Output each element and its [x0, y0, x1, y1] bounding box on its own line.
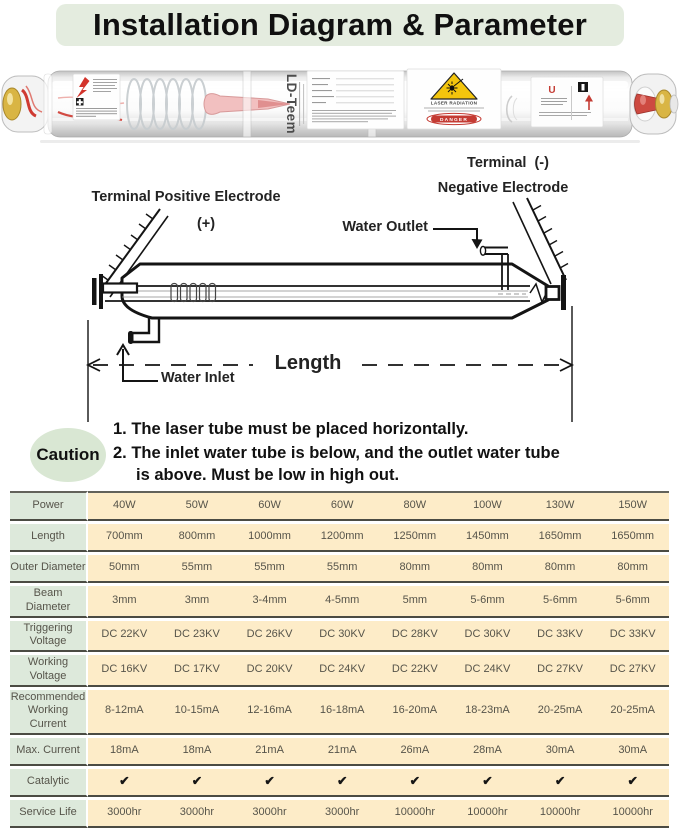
row-label: Length [10, 524, 88, 552]
cell-value: 16-18mA [306, 690, 379, 735]
cell-value: 55mm [306, 555, 379, 583]
cell-value: 20-25mA [524, 690, 597, 735]
cell-value: DC 23KV [161, 621, 234, 653]
cell-value: 1200mm [306, 524, 379, 552]
laser-radiation-text: LASER RADIATION [430, 100, 478, 106]
cell-value: DC 24KV [451, 655, 524, 687]
cell-value: 1650mm [596, 524, 669, 552]
cell-value: 16-20mA [379, 690, 452, 735]
label-water-inlet: Water Inlet [161, 370, 235, 386]
cell-value: 30mA [596, 738, 669, 766]
cell-value: ✔ [596, 769, 669, 797]
cell-value: 5mm [379, 586, 452, 618]
row-label: Working Voltage [10, 655, 88, 687]
row-label: Service Life [10, 800, 88, 828]
cell-value: DC 33KV [524, 621, 597, 653]
row-label: Catalytic [10, 769, 88, 797]
cell-value: 18mA [88, 738, 161, 766]
cell-value: 21mA [306, 738, 379, 766]
table-row [10, 491, 669, 521]
caution-note-1: 1. The laser tube must be placed horizontally. [113, 420, 469, 438]
row-label: Power [10, 491, 88, 521]
danger-banner [427, 113, 481, 124]
laser-tube-photo [0, 56, 679, 152]
cell-value: 8-12mA [88, 690, 161, 735]
water-inlet-arrow [117, 345, 158, 382]
cell-value: 700mm [88, 524, 161, 552]
spec-label-center [307, 71, 404, 129]
tube-left-end [2, 74, 52, 134]
cell-value: 3mm [161, 586, 234, 618]
cell-value: ✔ [379, 769, 452, 797]
caution-badge: Caution [30, 428, 106, 482]
cell-value: 3000hr [88, 800, 161, 828]
cell-value: 10000hr [451, 800, 524, 828]
cell-value: 3000hr [233, 800, 306, 828]
parameter-table-body [10, 491, 669, 828]
cell-value: ✔ [161, 769, 234, 797]
label-negative-electrode: Negative Electrode [437, 180, 569, 196]
label-terminal-positive: Terminal Positive Electrode [91, 189, 281, 205]
row-label: Recommended Working Current [10, 690, 88, 735]
cell-value: DC 17KV [161, 655, 234, 687]
cell-value: 3-4mm [233, 586, 306, 618]
brand-text: LD-Teem [284, 73, 299, 135]
cell-value: 1000mm [233, 524, 306, 552]
water-outlet-arrow [433, 229, 483, 249]
gold-electrode-left [3, 88, 21, 120]
cell-value: 50mm [88, 555, 161, 583]
cell-value: 1450mm [451, 524, 524, 552]
cell-value: 60W [306, 491, 379, 521]
cell-value: 28mA [451, 738, 524, 766]
cell-value: 18-23mA [451, 690, 524, 735]
cell-value: 100W [451, 491, 524, 521]
cell-value: ✔ [88, 769, 161, 797]
spec-label-left [73, 74, 120, 120]
cell-value: 5-6mm [451, 586, 524, 618]
cell-value: ✔ [451, 769, 524, 797]
cell-value: ✔ [306, 769, 379, 797]
cell-value: 80mm [379, 555, 452, 583]
table-row [10, 524, 669, 552]
cell-value: DC 27KV [524, 655, 597, 687]
cell-value: DC 30KV [451, 621, 524, 653]
cell-value: 130W [524, 491, 597, 521]
cell-value: 80mm [451, 555, 524, 583]
cell-value: 40W [88, 491, 161, 521]
cell-value: 5-6mm [596, 586, 669, 618]
table-row [10, 655, 669, 687]
cell-value: ✔ [524, 769, 597, 797]
cell-value: 60W [233, 491, 306, 521]
cell-value: 3000hr [161, 800, 234, 828]
cell-value: DC 22KV [379, 655, 452, 687]
label-water-outlet: Water Outlet [342, 219, 428, 235]
table-row [10, 690, 669, 735]
cell-value: DC 26KV [233, 621, 306, 653]
cell-value: 4-5mm [306, 586, 379, 618]
danger-text: DANGER [440, 117, 468, 123]
cell-value: 30mA [524, 738, 597, 766]
cell-value: 800mm [161, 524, 234, 552]
caution-note-2: 2. The inlet water tube is below, and the outlet water tube is above. Must be low in high out. [113, 444, 560, 484]
cell-value: DC 28KV [379, 621, 452, 653]
cell-value: 3000hr [306, 800, 379, 828]
cell-value: 18mA [161, 738, 234, 766]
cell-value: 50W [161, 491, 234, 521]
cell-value: DC 20KV [233, 655, 306, 687]
cell-value: 10000hr [596, 800, 669, 828]
cell-value: 10000hr [524, 800, 597, 828]
cell-value: DC 27KV [596, 655, 669, 687]
cell-value: DC 33KV [596, 621, 669, 653]
cell-value: 10000hr [379, 800, 452, 828]
cell-value: 26mA [379, 738, 452, 766]
table-row [10, 738, 669, 766]
label-length: Length [274, 352, 342, 374]
row-label: Outer Diameter [10, 555, 88, 583]
cell-value: 21mA [233, 738, 306, 766]
row-label: Beam Diameter [10, 586, 88, 618]
page-title: Installation Diagram & Parameter [56, 4, 624, 46]
table-row [10, 586, 669, 618]
red-mark: U [548, 85, 556, 96]
cell-value: 80mm [524, 555, 597, 583]
caution-notes [113, 418, 568, 488]
table-row [10, 555, 669, 583]
cell-value: 150W [596, 491, 669, 521]
cell-value: 1250mm [379, 524, 452, 552]
cell-value: ✔ [233, 769, 306, 797]
cell-value: 3mm [88, 586, 161, 618]
cell-value: DC 30KV [306, 621, 379, 653]
cell-value: 20-25mA [596, 690, 669, 735]
water-inlet-pipe [128, 317, 159, 344]
cell-value: DC 16KV [88, 655, 161, 687]
glass-collar [243, 71, 251, 137]
cell-value: 80W [379, 491, 452, 521]
cell-value: 55mm [161, 555, 234, 583]
installation-diagram [0, 150, 679, 435]
tube-right-end [630, 74, 678, 134]
row-label: Max. Current [10, 738, 88, 766]
table-row [10, 621, 669, 653]
cell-value: DC 24KV [306, 655, 379, 687]
cell-value: 10-15mA [161, 690, 234, 735]
cell-value: 1650mm [524, 524, 597, 552]
table-row [10, 769, 669, 797]
photo-shadow [40, 140, 640, 143]
label-positive-sign: (+) [196, 216, 216, 232]
laser-warning-label [407, 69, 501, 129]
cell-value: 12-16mA [233, 690, 306, 735]
parameter-table [10, 488, 669, 831]
spec-label-right [531, 77, 603, 127]
label-terminal-negative: Terminal (-) [467, 155, 549, 171]
cell-value: 55mm [233, 555, 306, 583]
table-row [10, 800, 669, 828]
cell-value: DC 22KV [88, 621, 161, 653]
cell-value: 5-6mm [524, 586, 597, 618]
cell-value: 80mm [596, 555, 669, 583]
row-label: Triggering Voltage [10, 621, 88, 653]
